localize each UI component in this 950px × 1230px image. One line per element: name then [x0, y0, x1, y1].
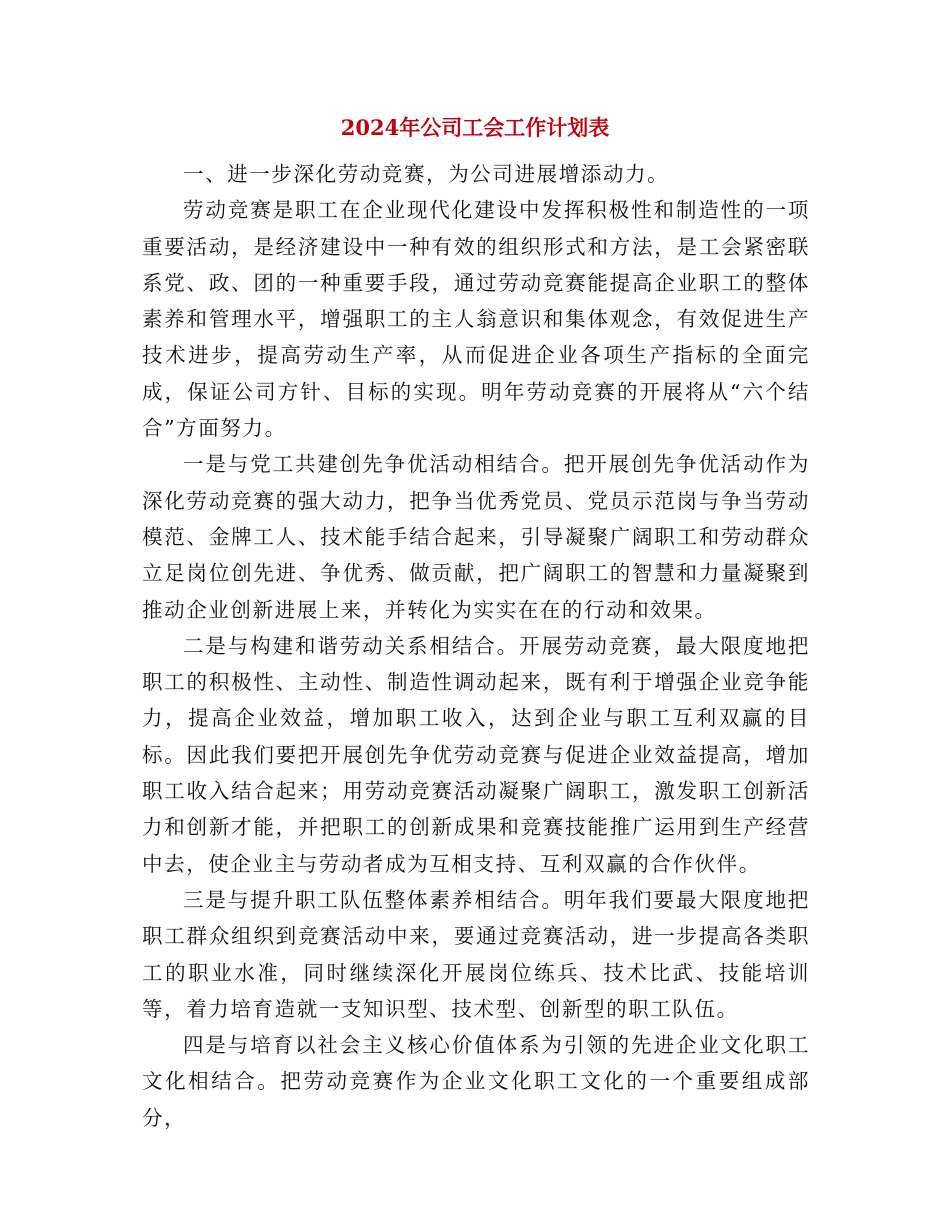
body-paragraph: 劳动竞赛是职工在企业现代化建设中发挥积极性和制造性的一项重要活动，是经济建设中一种有效的组织形式和方法，是工会紧密联系党、政、团的一种重要手段，通过劳动竞赛能提高企业职工的整体素养和管理水平，增强职工的主人翁意识和集体观念，有效促进生产技术进步，提高劳动生产率，从而促进企业各项生产指标的全面完成，保证公司方针、目标的实现。明年劳动竞赛的开展将从“六个结合”方面努力。	[142, 198, 810, 441]
body-paragraph: 四是与培育以社会主义核心价值体系为引领的先进企业文化职工文化相结合。把劳动竞赛作为企业文化职工文化的一个重要组成部分，	[142, 1033, 810, 1130]
document-title: 2024年公司工会工作计划表	[340, 115, 610, 140]
body-paragraph: 一是与党工共建创先争优活动相结合。把开展创先争优活动作为深化劳动竞赛的强大动力，把争当优秀党员、党员示范岗与争当劳动模范、金牌工人、技术能手结合起来，引导凝聚广阔职工和劳动群众立足岗位创先进、争优秀、做贡献，把广阔职工的智慧和力量凝聚到推动企业创新进展上来，并转化为实实在在的行动和效果。	[142, 452, 810, 622]
body-paragraph: 三是与提升职工队伍整体素养相结合。明年我们要最大限度地把职工群众组织到竞赛活动中来，要通过竞赛活动，进一步提高各类职工的职业水准，同时继续深化开展岗位练兵、技术比武、技能培训等，着力培育造就一支知识型、技术型、创新型的职工队伍。	[142, 887, 810, 1021]
document-body	[142, 156, 810, 1136]
section-heading: 一、进一步深化劳动竞赛，为公司进展增添动力。	[183, 162, 670, 186]
body-paragraph: 二是与构建和谐劳动关系相结合。开展劳动竞赛，最大限度地把职工的积极性、主动性、制造性调动起来，既有利于增强企业竞争能力，提高企业效益，增加职工收入，达到企业与职工互利双赢的目标。因此我们要把开展创先争优劳动竞赛与促进企业效益提高，增加职工收入结合起来；用劳动竞赛活动凝聚广阔职工，激发职工创新活力和创新才能，并把职工的创新成果和竞赛技能推广运用到生产经营中去，使企业主与劳动者成为互相支持、互利双赢的合作伙伴。	[142, 633, 810, 876]
